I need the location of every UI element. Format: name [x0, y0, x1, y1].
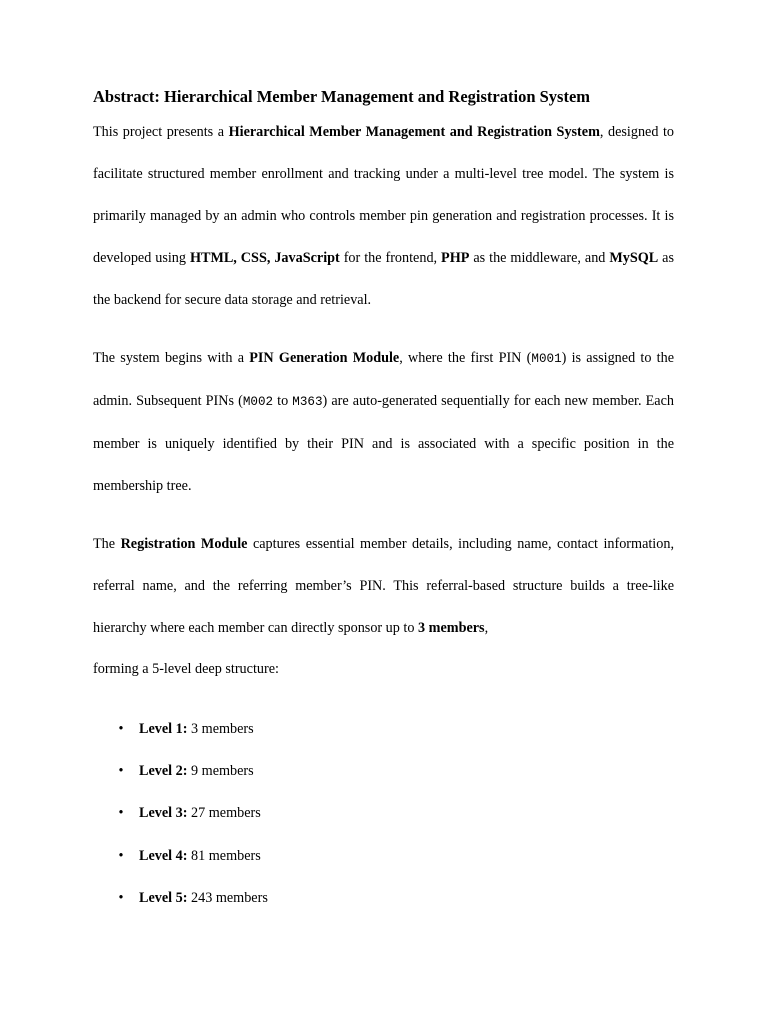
bold-run: Hierarchical Member Management and Registration System — [228, 124, 600, 140]
level-list — [93, 708, 674, 919]
text-run: , where the first PIN ( — [399, 350, 532, 366]
level-label: Level 2: — [139, 763, 188, 780]
list-item — [93, 708, 674, 750]
bold-run: HTML, CSS, JavaScript — [189, 250, 340, 266]
code-run: M002 — [242, 395, 274, 409]
bullet-icon: • — [118, 805, 124, 822]
text-run: as the backend for secure data storage and retrieval. — [93, 250, 674, 308]
code-run: M001 — [531, 352, 562, 366]
text-run: , designed to facilitate structured member enrollment and tracking under a multi-level tree model. The system is primarily managed by an admin who controls member pin generation and registration processes. It is developed using — [93, 124, 675, 266]
paragraph-pin-generation — [93, 337, 674, 507]
bullet-icon: • — [118, 763, 124, 780]
text-run: for the frontend, — [339, 250, 442, 266]
bullet-icon: • — [118, 847, 124, 864]
document-page — [93, 0, 674, 1024]
text-run: as the middleware, and — [469, 250, 610, 266]
paragraph-overview — [93, 111, 674, 321]
text-run: ) is assigned to the admin. Subsequent PINs ( — [93, 350, 675, 409]
level-label: Level 4: — [139, 847, 188, 864]
bold-run: 3 members — [418, 620, 485, 636]
text-run: ) are auto-generated sequentially for each new member. Each member is uniquely identified by their PIN and is associated with a specific position in the membership tree. — [93, 393, 674, 494]
level-value: 27 members — [187, 805, 261, 822]
text-run: captures essential member details, including name, contact information, referral name, and the referring member’s PIN. This referral-based structure builds a tree-like hierarchy where each member can directly sponsor up to — [93, 536, 674, 636]
bold-run: Registration Module — [120, 536, 248, 552]
text-run: This project presents a — [93, 124, 229, 140]
text-run: The — [93, 536, 121, 552]
bold-run: PHP — [441, 250, 470, 266]
list-item — [93, 835, 674, 877]
document-title: Abstract: Hierarchical Member Management and Registration System — [93, 87, 591, 106]
level-value: 81 members — [187, 847, 261, 864]
paragraph-registration — [93, 523, 674, 649]
level-value: 243 members — [187, 889, 268, 906]
text-run: to — [273, 393, 293, 409]
list-item — [93, 750, 674, 792]
bullet-icon: • — [118, 721, 124, 737]
bold-run: PIN Generation Module — [249, 350, 400, 366]
text-run: The system begins with a — [93, 350, 250, 366]
bullet-icon: • — [118, 889, 124, 906]
level-value: 9 members — [187, 763, 254, 780]
level-label: Level 3: — [139, 805, 188, 822]
code-run: M363 — [292, 395, 323, 409]
level-value: 3 members — [187, 721, 254, 737]
level-label: Level 5: — [139, 889, 188, 906]
list-item — [93, 877, 674, 919]
text-run: , — [484, 620, 489, 636]
level-label: Level 1: — [139, 721, 188, 737]
bold-run: MySQL — [609, 250, 659, 266]
paragraph-structure-intro: forming a 5-level deep structure: — [93, 661, 279, 677]
list-item — [93, 792, 674, 834]
